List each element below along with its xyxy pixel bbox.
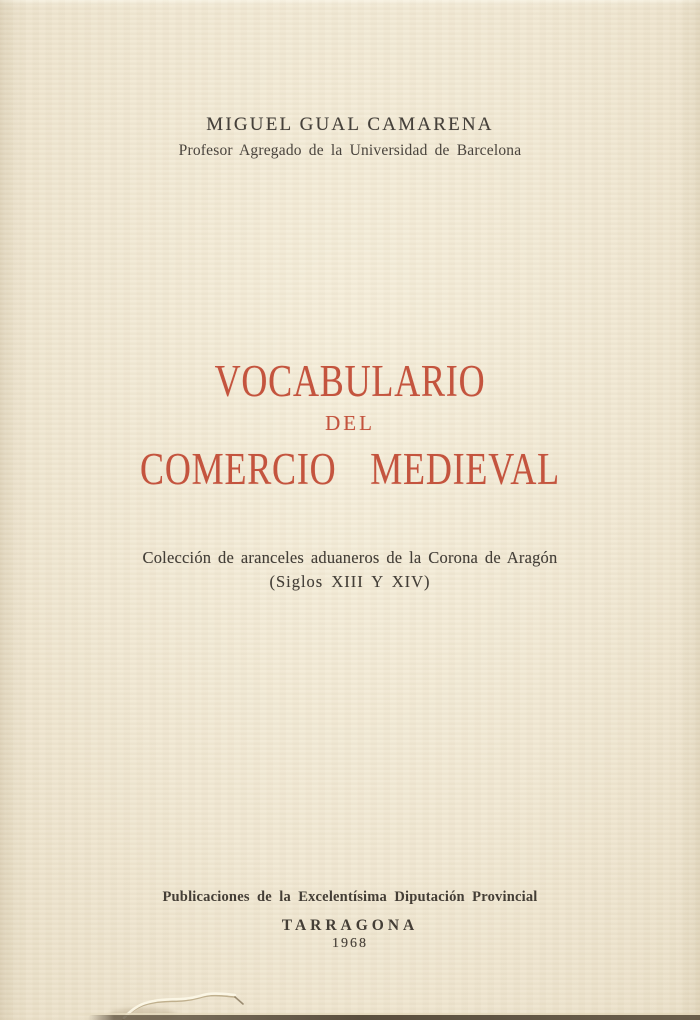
publisher-line: Publicaciones de la Excelentísima Diputación Provincial bbox=[162, 889, 538, 905]
title-line-del: DEL bbox=[325, 411, 375, 435]
scan-bottom-edge-shadow bbox=[88, 1015, 700, 1020]
author-affiliation: Profesor Agregado de la Universidad de Barcelona bbox=[178, 142, 522, 159]
subtitle-centuries: (Siglos XIII Y XIV) bbox=[269, 572, 431, 591]
author-name: MIGUEL GUAL CAMARENA bbox=[206, 114, 494, 135]
publication-year: 1968 bbox=[332, 936, 368, 951]
publication-city: TARRAGONA bbox=[281, 917, 419, 934]
title-line-comercio-medieval: COMERCIO MEDIEVAL bbox=[140, 444, 560, 494]
subtitle-collection: Colección de aranceles aduaneros de la Corona de Aragón bbox=[142, 548, 558, 567]
title-line-vocabulario: VOCABULARIO bbox=[214, 356, 486, 406]
